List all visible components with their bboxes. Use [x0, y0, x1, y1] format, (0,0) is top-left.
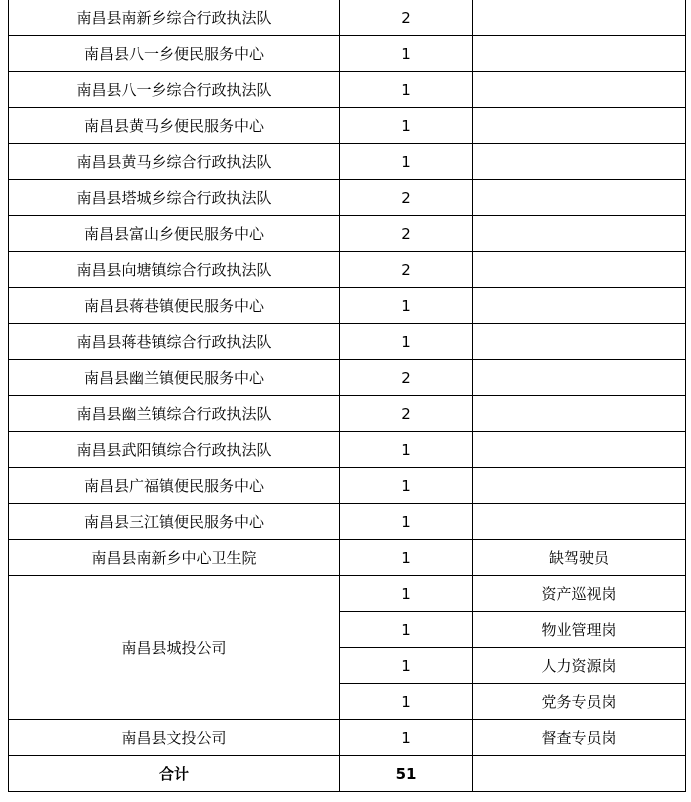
- count-cell: 1: [340, 432, 473, 468]
- post-cell: [473, 288, 686, 324]
- count-cell: 1: [340, 72, 473, 108]
- post-cell: 督查专员岗: [473, 720, 686, 756]
- table-row: [9, 468, 686, 504]
- table-row: [9, 36, 686, 72]
- count-cell: 1: [340, 288, 473, 324]
- unit-cell: 南昌县八一乡综合行政执法队: [9, 72, 340, 108]
- table-row: [9, 360, 686, 396]
- post-cell: [473, 432, 686, 468]
- unit-cell: 南昌县黄马乡综合行政执法队: [9, 144, 340, 180]
- count-cell: 1: [340, 612, 473, 648]
- post-cell: [473, 0, 686, 36]
- unit-cell: 南昌县城投公司: [9, 576, 340, 720]
- unit-cell: 南昌县广福镇便民服务中心: [9, 468, 340, 504]
- unit-cell: 南昌县文投公司: [9, 720, 340, 756]
- post-cell: 人力资源岗: [473, 648, 686, 684]
- post-cell: [473, 396, 686, 432]
- unit-cell: 南昌县蒋巷镇便民服务中心: [9, 288, 340, 324]
- table-row: [9, 324, 686, 360]
- total-label: 合计: [9, 756, 340, 792]
- table-row: [9, 144, 686, 180]
- table-row: [9, 72, 686, 108]
- count-cell: 2: [340, 0, 473, 36]
- post-cell: [473, 756, 686, 792]
- unit-cell: 南昌县塔城乡综合行政执法队: [9, 180, 340, 216]
- unit-cell: 南昌县黄马乡便民服务中心: [9, 108, 340, 144]
- post-cell: [473, 72, 686, 108]
- count-cell: 2: [340, 360, 473, 396]
- table-row: [9, 108, 686, 144]
- post-cell: 党务专员岗: [473, 684, 686, 720]
- count-cell: 2: [340, 396, 473, 432]
- unit-cell: 南昌县向塘镇综合行政执法队: [9, 252, 340, 288]
- post-cell: [473, 216, 686, 252]
- post-cell: [473, 144, 686, 180]
- table-row: [9, 576, 686, 612]
- table-row: [9, 252, 686, 288]
- table-row: [9, 540, 686, 576]
- post-cell: [473, 252, 686, 288]
- post-cell: [473, 108, 686, 144]
- post-cell: 物业管理岗: [473, 612, 686, 648]
- count-cell: 1: [340, 684, 473, 720]
- count-cell: 2: [340, 216, 473, 252]
- table-row: [9, 0, 686, 36]
- total-row: [9, 756, 686, 792]
- table-row: [9, 288, 686, 324]
- unit-cell: 南昌县南新乡中心卫生院: [9, 540, 340, 576]
- unit-cell: 南昌县富山乡便民服务中心: [9, 216, 340, 252]
- post-cell: [473, 504, 686, 540]
- total-count: 51: [340, 756, 473, 792]
- count-cell: 1: [340, 576, 473, 612]
- post-cell: [473, 180, 686, 216]
- post-cell: [473, 36, 686, 72]
- unit-cell: 南昌县三江镇便民服务中心: [9, 504, 340, 540]
- count-cell: 1: [340, 36, 473, 72]
- table-row: [9, 180, 686, 216]
- table-row: [9, 504, 686, 540]
- recruitment-table: [8, 0, 686, 792]
- count-cell: 1: [340, 504, 473, 540]
- post-cell: [473, 360, 686, 396]
- count-cell: 2: [340, 252, 473, 288]
- count-cell: 1: [340, 144, 473, 180]
- post-cell: 缺驾驶员: [473, 540, 686, 576]
- unit-cell: 南昌县幽兰镇便民服务中心: [9, 360, 340, 396]
- post-cell: [473, 324, 686, 360]
- count-cell: 1: [340, 540, 473, 576]
- post-cell: [473, 468, 686, 504]
- count-cell: 1: [340, 324, 473, 360]
- table-row: [9, 720, 686, 756]
- count-cell: 1: [340, 720, 473, 756]
- unit-cell: 南昌县蒋巷镇综合行政执法队: [9, 324, 340, 360]
- unit-cell: 南昌县幽兰镇综合行政执法队: [9, 396, 340, 432]
- unit-cell: 南昌县南新乡综合行政执法队: [9, 0, 340, 36]
- count-cell: 1: [340, 468, 473, 504]
- count-cell: 2: [340, 180, 473, 216]
- count-cell: 1: [340, 648, 473, 684]
- unit-cell: 南昌县武阳镇综合行政执法队: [9, 432, 340, 468]
- table-row: [9, 396, 686, 432]
- table-row: [9, 216, 686, 252]
- count-cell: 1: [340, 108, 473, 144]
- unit-cell: 南昌县八一乡便民服务中心: [9, 36, 340, 72]
- table-row: [9, 432, 686, 468]
- post-cell: 资产巡视岗: [473, 576, 686, 612]
